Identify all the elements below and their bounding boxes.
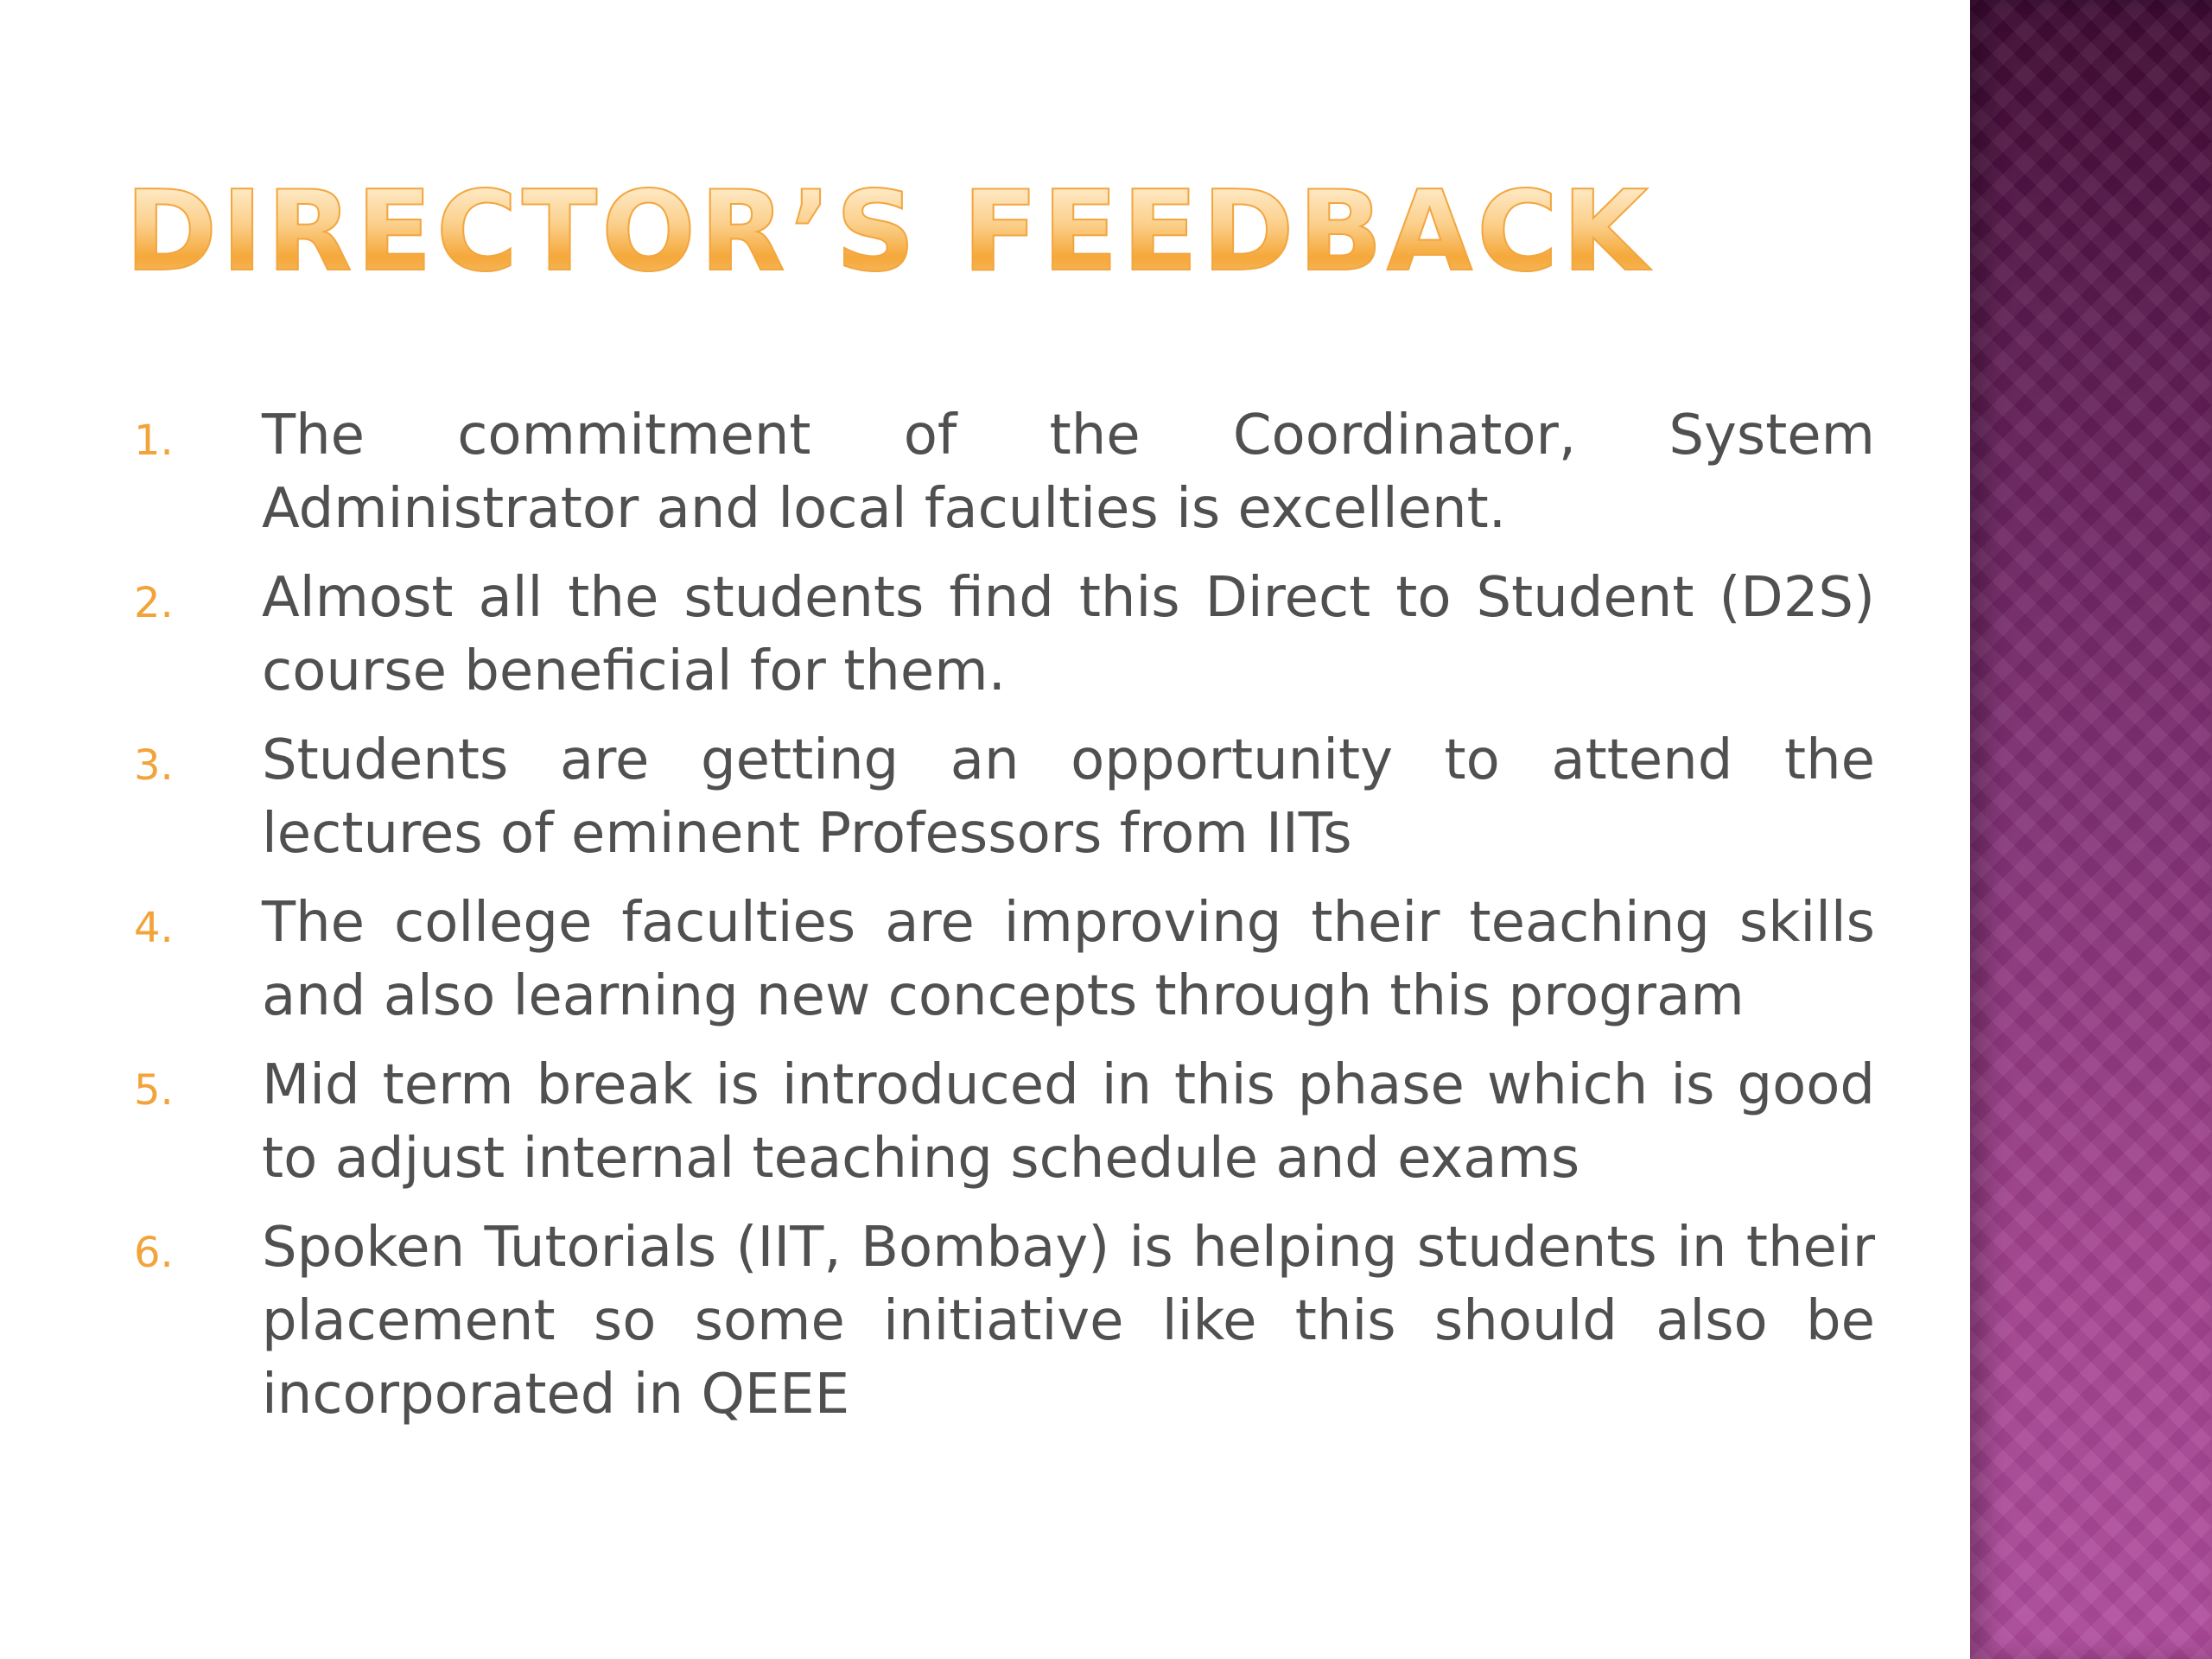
item-text: The college faculties are improving their teaching skills and also learning new concepts through this program <box>262 891 1875 1028</box>
decorative-side-band <box>1970 0 2212 1659</box>
item-number: 1. <box>134 416 174 465</box>
item-text: Students are getting an opportunity to attend the lectures of eminent Professors from IITs <box>262 728 1875 866</box>
item-text: Almost all the students find this Direct to Student (D2S) course beneficial for them. <box>262 566 1875 703</box>
item-number: 6. <box>134 1229 174 1277</box>
item-number: 3. <box>134 741 174 790</box>
feedback-item-2 <box>134 562 1875 709</box>
item-number: 5. <box>134 1066 174 1115</box>
item-text: Mid term break is introduced in this phase which is good to adjust internal teaching schedule and exams <box>262 1053 1875 1191</box>
item-text: Spoken Tutorials (IIT, Bombay) is helping students in their placement so some initiative like this should also be incorporated in QEEE <box>262 1216 1875 1427</box>
feedback-list <box>134 399 1875 1447</box>
item-text: The commitment of the Coordinator, System Administrator and local faculties is excellent. <box>262 404 1875 541</box>
feedback-item-1 <box>134 399 1875 546</box>
feedback-item-3 <box>134 724 1875 871</box>
feedback-item-6 <box>134 1211 1875 1432</box>
slide-title: DIRECTOR’S FEEDBACK <box>125 168 1653 296</box>
item-number: 2. <box>134 579 174 627</box>
feedback-item-5 <box>134 1049 1875 1196</box>
feedback-item-4 <box>134 887 1875 1033</box>
item-number: 4. <box>134 904 174 952</box>
